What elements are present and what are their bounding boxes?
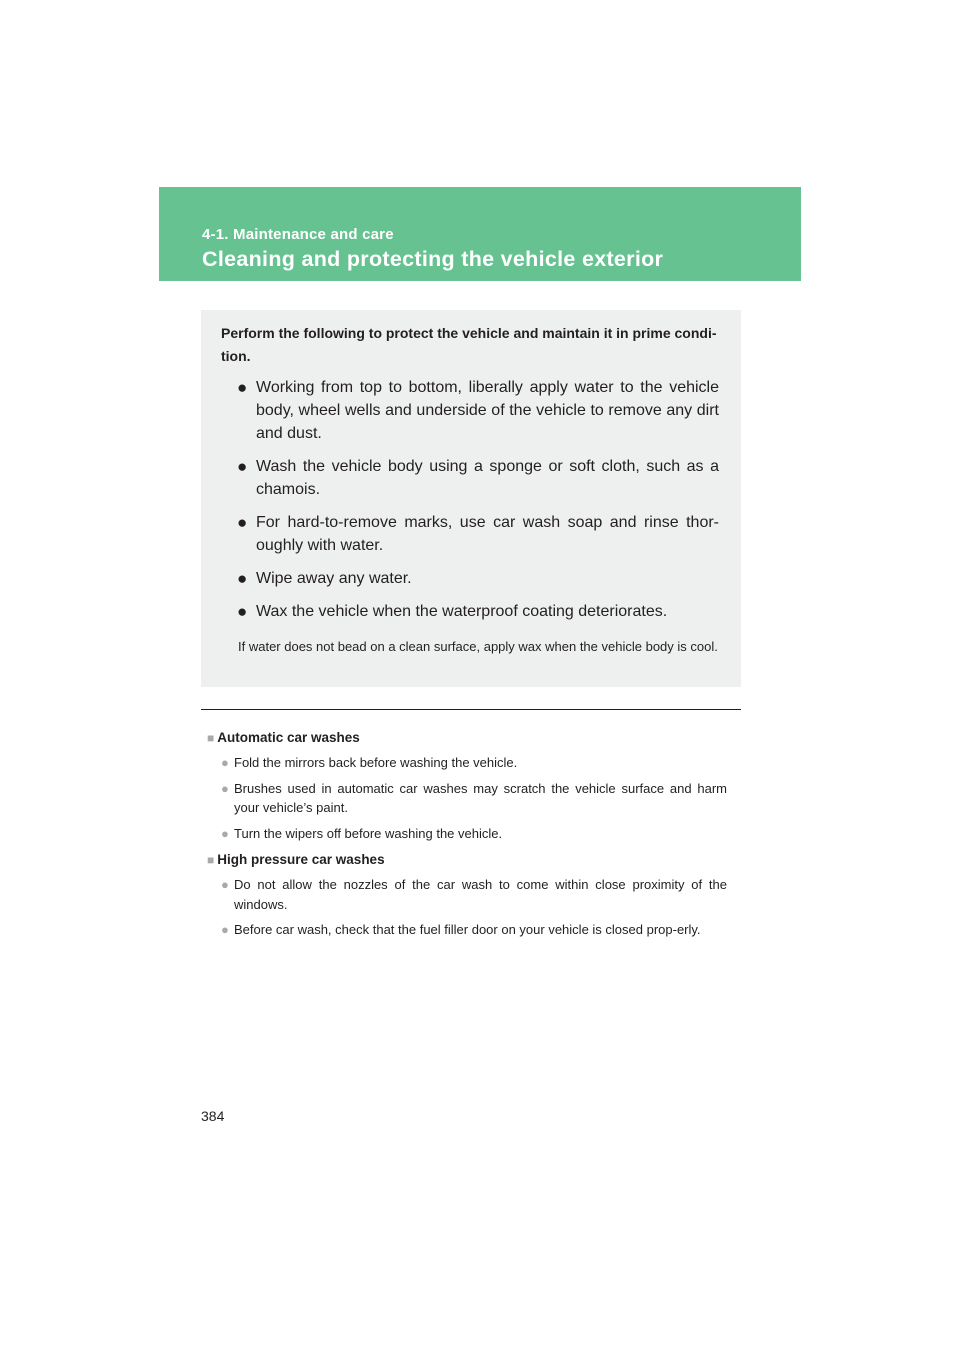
intro-bullet xyxy=(221,376,719,445)
intro-bullet-text: For hard-to-remove marks, use car wash soap and rinse thor-oughly with water. xyxy=(256,514,719,554)
note-item-text: Brushes used in automatic car washes may scratch the vehicle surface and harm your vehicle’s paint. xyxy=(234,780,727,815)
page-title: Cleaning and protecting the vehicle exterior xyxy=(202,247,664,271)
bullet-dot-icon: ● xyxy=(237,457,248,476)
note-item xyxy=(207,824,727,844)
note-item-text: Do not allow the nozzles of the car wash to come within close proximity of the windows. xyxy=(234,877,727,912)
note-item xyxy=(207,753,727,773)
note-item xyxy=(207,875,727,914)
bullet-dot-icon: ● xyxy=(237,378,248,397)
intro-bullet-text: Wash the vehicle body using a sponge or soft cloth, such as a chamois. xyxy=(256,458,719,498)
bullet-dot-icon: ● xyxy=(237,513,248,532)
intro-bullet xyxy=(221,511,719,557)
bullet-dot-icon: ● xyxy=(221,755,229,770)
page-number: 384 xyxy=(201,1108,225,1124)
bullet-dot-icon: ● xyxy=(237,602,248,621)
note-item-text: Fold the mirrors back before washing the vehicle. xyxy=(234,755,518,770)
note-item-text: Before car wash, check that the fuel filler door on your vehicle is closed prop-erly. xyxy=(234,922,701,937)
square-bullet-icon: ■ xyxy=(207,731,215,745)
intro-bullet xyxy=(221,567,719,590)
bullet-dot-icon: ● xyxy=(221,780,229,796)
bullet-dot-icon: ● xyxy=(221,922,229,937)
section-header xyxy=(159,187,801,281)
intro-bullet xyxy=(221,455,719,501)
note-heading xyxy=(207,849,727,871)
intro-text: Perform the following to protect the vehicle and maintain it in prime condi-tion. xyxy=(221,325,717,364)
intro-bullet-text: Wax the vehicle when the waterproof coating deteriorates. xyxy=(256,603,668,620)
note-item xyxy=(207,920,727,940)
bullet-dot-icon: ● xyxy=(237,569,248,588)
notes-area xyxy=(207,727,727,946)
note-heading-text: Automatic car washes xyxy=(217,730,360,745)
note-heading-text: High pressure car washes xyxy=(217,852,385,867)
bullet-dot-icon: ● xyxy=(221,825,229,841)
square-bullet-icon: ■ xyxy=(207,853,215,867)
wax-note: If water does not bead on a clean surface, apply wax when the vehicle body is cool. xyxy=(238,639,718,654)
note-item-text: Turn the wipers off before washing the vehicle. xyxy=(234,825,503,841)
note-heading xyxy=(207,727,727,749)
section-divider xyxy=(201,709,741,710)
intro-bullet xyxy=(221,600,719,623)
note-item xyxy=(207,779,727,818)
intro-box xyxy=(201,310,741,687)
intro-bullet-text: Working from top to bottom, liberally apply water to the vehicle body, wheel wells and underside of the vehicle to remove any dirt and dust. xyxy=(256,379,719,442)
bullet-dot-icon: ● xyxy=(221,877,229,892)
intro-bullet-text: Wipe away any water. xyxy=(256,570,412,587)
section-label: 4-1. Maintenance and care xyxy=(202,226,394,243)
